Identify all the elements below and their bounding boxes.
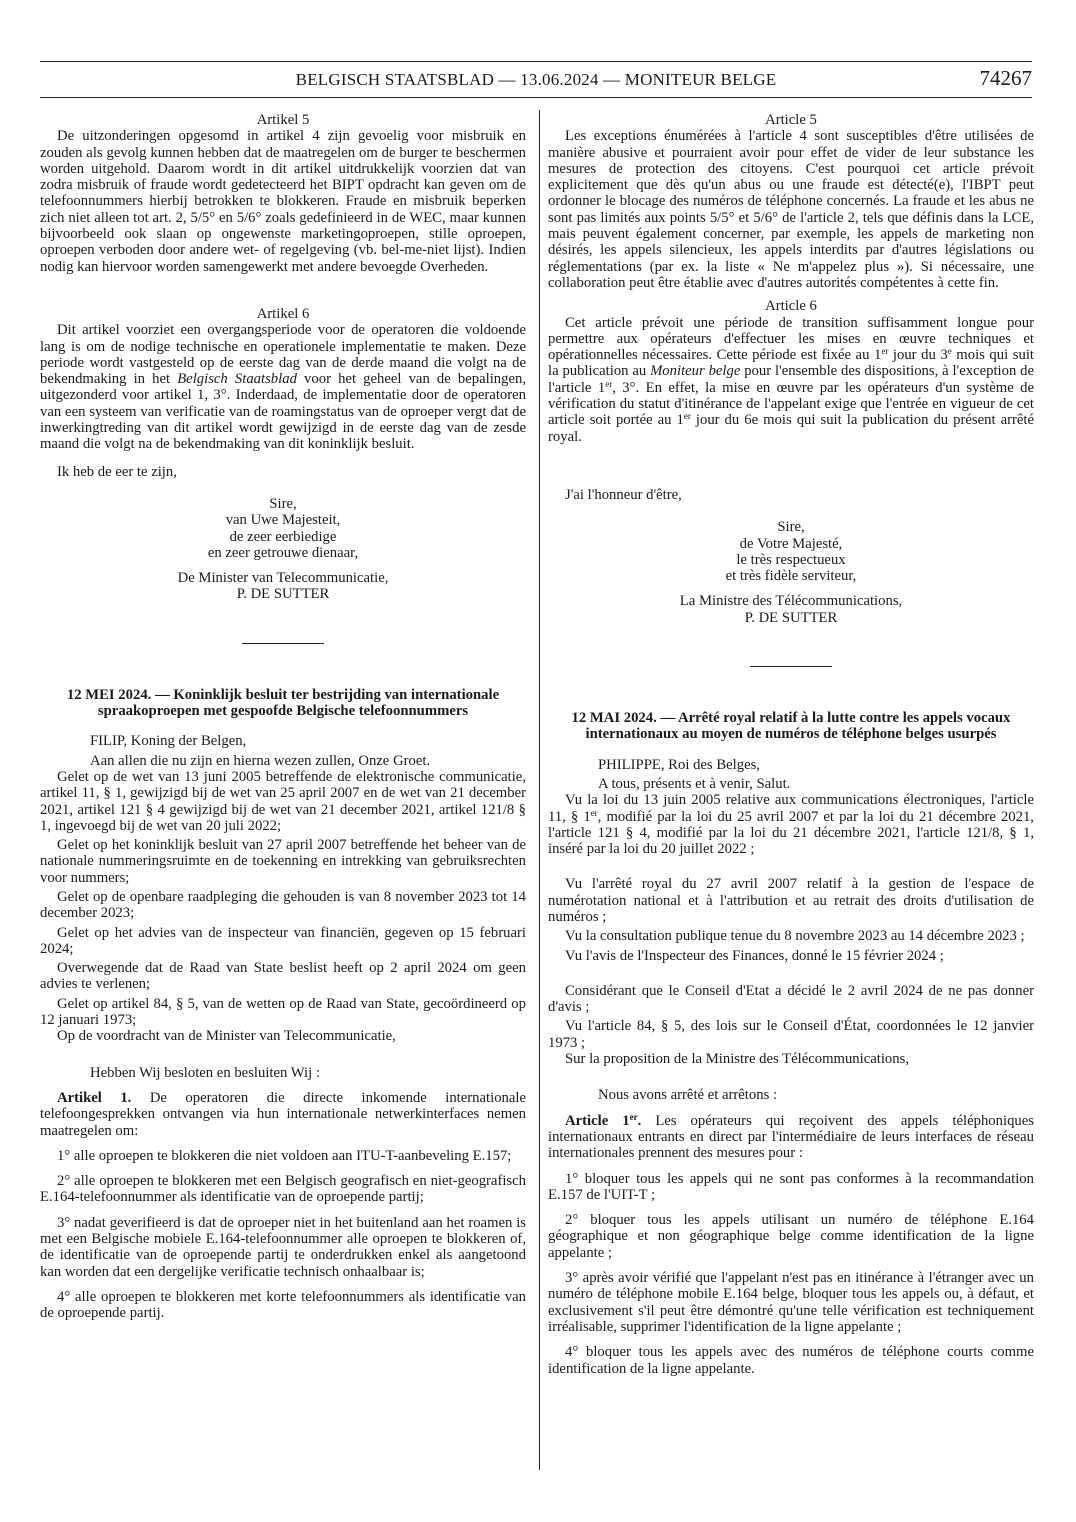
fr-preamble-7: Sur la proposition de la Ministre des Télécommunications, xyxy=(565,1051,910,1068)
page-number: 74267 xyxy=(979,66,1032,90)
fr-art6-heading: Article 6 xyxy=(765,298,817,315)
fr-signature-line: de Votre Majesté, xyxy=(739,535,843,552)
nl-item-2: 2° alle oproepen te blokkeren met een Belgisch geografisch en niet-geografisch E.164-telefoonnummer als identificatie van de oproepende partij; xyxy=(40,1173,526,1206)
nl-signature-line: de zeer eerbiedige xyxy=(229,528,337,545)
column-french xyxy=(548,112,1034,1377)
fr-greeting: A tous, présents et à venir, Salut. xyxy=(598,775,791,792)
fr-art5-body: Les exceptions énumérées à l'article 4 sont susceptibles d'être utilisées de manière abusive et pourraient avoir pour effet de vider de leur substance les mesures de protection des citoyens. C'est pourquoi cet article prévoit explicitement que dès qu'un abus ou une fraude est détecté(e), l'IBPT peut ordonner le blocage des numéros de téléphone concernés. La fraude et les abus ne sont pas limités aux points 5/5° et 5/6° de l'article 2, tels que définis dans la LCE, mais peuvent également concerner, par exemple, les appels de marketing non désirés, les appels silencieux, les appels interdits par d'autres législations ou réglementations (par ex. la liste « Ne m'appelez plus »). Si nécessaire, une collaboration peut être établie avec d'autres autorités compétentes à cette fin. xyxy=(548,128,1034,291)
fr-item-3: 3° après avoir vérifié que l'appelant n'est pas en itinérance à l'étranger avec un numéro de téléphone mobile E.164 belge, bloquer tous les appels ou, à défaut, et exclusivement s'il peut être démontré qu'une telle vérification est techniquement irréalisable, supprimer l'identification de la ligne appelante ; xyxy=(548,1270,1034,1335)
fr-decree-title: 12 MAI 2024. — Arrêté royal relatif à la lutte contre les appels vocaux internationaux au moyen de numéros de téléphone belges usurpés xyxy=(571,710,1011,743)
fr-article-1: Article 1er. Les opérateurs qui reçoivent des appels téléphoniques internationaux entrants en direct par l'intermédiaire de leurs interfaces de réseau internationales prennent des mesures pour : xyxy=(548,1111,1035,1162)
fr-decided: Nous avons arrêté et arrêtons : xyxy=(598,1087,778,1104)
fr-preamble-3: Vu la consultation publique tenue du 8 novembre 2023 au 14 décembre 2023 ; xyxy=(565,928,1025,945)
fr-preamble-1: Vu la loi du 13 juin 2005 relative aux communications électroniques, l'article 11, § 1er, modifié par la loi du 25 avril 2007 et par la loi du 21 décembre 2021, l'article 121 § 4, modifié par la loi du 21 décembre 2021, l'article 121/8, § 1, inséré par la loi du 20 juillet 2022 ; xyxy=(548,792,1034,858)
fr-item-1: 1° bloquer tous les appels qui ne sont pas conformes à la recommandation E.157 de l'UIT-T ; xyxy=(548,1170,1034,1203)
fr-art6-body: Cet article prévoit une période de transition suffisamment longue pour permettre aux opérateurs d'effectuer les mises en œuvre techniques et opérationnelles nécessaires. Cette période est fixée au 1er jour du 3e mois qui suit la publication au Moniteur belge pour l'ensemble des dispositions, à l'exception de l'article 1er, 3°. En effet, la mise en œuvre par les opérateurs d'un système de vérification du statut d'itinérance de l'appelant exige que l'entrée en vigueur de cet article soit portée au 1er jour du 6e mois qui suit la publication du présent arrêté royal. xyxy=(548,314,1035,445)
nl-signature-line: Sire, xyxy=(269,495,297,512)
header-top-rule xyxy=(40,61,1032,62)
fr-preamble-2: Vu l'arrêté royal du 27 avril 2007 relatif à la gestion de l'espace de numérotation national et à l'attribution et au retrait des droits d'utilisation de numéros ; xyxy=(548,876,1034,925)
fr-item-4: 4° bloquer tous les appels avec des numéros de téléphone courts comme identification de la ligne appelante. xyxy=(548,1344,1034,1377)
nl-closing: Ik heb de eer te zijn, xyxy=(57,463,177,480)
fr-minister-name: P. DE SUTTER xyxy=(744,609,838,626)
nl-decided: Hebben Wij besloten en besluiten Wij : xyxy=(90,1064,320,1081)
fr-signature-line: et très fidèle serviteur, xyxy=(725,568,857,585)
nl-item-1: 1° alle oproepen te blokkeren die niet voldoen aan ITU-T-aanbeveling E.157; xyxy=(57,1147,512,1164)
page-header xyxy=(40,66,1032,96)
fr-closing: J'ai l'honneur d'être, xyxy=(565,486,682,503)
fr-preamble-4: Vu l'avis de l'Inspecteur des Finances, donné le 15 février 2024 ; xyxy=(565,947,944,964)
nl-minister-name: P. DE SUTTER xyxy=(236,586,330,603)
fr-preamble-6: Vu l'article 84, § 5, des lois sur le Conseil d'État, coordonnées le 12 janvier 1973 ; xyxy=(548,1018,1034,1051)
nl-preamble-3: Gelet op de openbare raadpleging die gehouden is van 8 november 2023 tot 14 december 2023; xyxy=(40,888,526,922)
nl-preamble-7: Op de voordracht van de Minister van Telecommunicatie, xyxy=(57,1028,396,1045)
fr-signature-line: le très respectueux xyxy=(736,551,846,568)
nl-item-3: 3° nadat geverifieerd is dat de oproeper niet in het buitenland aan het roamen is met een Belgische mobiele E.164-telefoonnummer alle oproepen te blokkeren of, de identificatie van de oproepende partij te onderdrukken enkel als aangetoond kan worden dat een dergelijke verificatie technisch onhaalbaar is; xyxy=(40,1214,526,1280)
fr-minister-title: La Ministre des Télécommunications, xyxy=(679,593,903,610)
nl-art5-body: De uitzonderingen opgesomd in artikel 4 zijn gevoelig voor misbruik en zouden als gevolg kunnen hebben dat de maatregelen om de burger te beschermen worden uitgehold. Daarom wordt in dit artikel uitdrukkelijk voorzien dat van zodra misbruik of fraude wordt gedetecteerd het BIPT opdracht kan geven om de telefoonnummers hierbij betrokken te blokkeren. Fraude en misbruik beperken zich niet alleen tot art. 2, 5/5° en 5/6° zoals gedefinieerd in de WEC, maar kunnen bijvoorbeeld ook slaan op ongewenste marketingoproepen, stille oproepen, oproepen verboden door andere wet- of regelgeving (vb. bel-me-niet lijst). Indien nodig kan hiervoor worden samengewerkt met andere bevoegde Overheden. xyxy=(40,128,526,275)
nl-greeting: Aan allen die nu zijn en hierna wezen zullen, Onze Groet. xyxy=(90,752,431,769)
nl-item-4: 4° alle oproepen te blokkeren met korte telefoonnummers als identificatie van de oproepende partij. xyxy=(40,1288,526,1322)
nl-preamble-1: Gelet op de wet van 13 juni 2005 betreffende de elektronische communicatie, artikel 11, § 1, gewijzigd bij de wet van 25 april 2007 en de wet van 21 december 2021, artikel 121 § 4 gewijzigd bij de wet van 21 december 2021, artikel 121/8 § 1, ingevoegd bij de wet van 20 juli 2022; xyxy=(40,768,526,834)
nl-minister-title: De Minister van Telecommunicatie, xyxy=(177,570,389,587)
fr-item-2: 2° bloquer tous les appels utilisant un numéro de téléphone E.164 géographique et non géographique belge comme identification de la ligne appelante ; xyxy=(548,1212,1034,1261)
nl-signature-line: van Uwe Majesteit, xyxy=(225,512,341,529)
header-bottom-rule xyxy=(40,97,1032,98)
nl-preamble-2: Gelet op het koninklijk besluit van 27 april 2007 betreffende het beheer van de nationale nummeringsruimte en de toekenning en intrekking van gebruiksrechten voor nummers; xyxy=(40,837,526,886)
nl-preamble-5: Overwegende dat de Raad van State beslist heeft op 2 april 2024 om geen advies te verlenen; xyxy=(40,960,526,993)
fr-art5-heading: Article 5 xyxy=(765,112,817,128)
nl-decree-title: 12 MEI 2024. — Koninklijk besluit ter bestrijding van internationale spraakoproepen met gespoofde Belgische telefoonnummers xyxy=(66,686,500,720)
fr-preamble-5: Considérant que le Conseil d'Etat a décidé le 2 avril 2024 de ne pas donner d'avis ; xyxy=(548,982,1034,1016)
fr-king: PHILIPPE, Roi des Belges, xyxy=(598,756,760,773)
nl-art5-heading: Artikel 5 xyxy=(256,112,310,128)
column-divider xyxy=(539,110,540,1470)
nl-preamble-4: Gelet op het advies van de inspecteur van financiën, gegeven op 15 februari 2024; xyxy=(40,924,526,957)
fr-signature-line: Sire, xyxy=(777,519,805,536)
nl-article-1: Artikel 1. De operatoren die directe inkomende internationale telefoongesprekken ontvangen via hun internationale netwerkinterfaces nemen maatregelen om: xyxy=(40,1089,526,1139)
column-dutch xyxy=(40,112,526,1322)
nl-preamble-6: Gelet op artikel 84, § 5, van de wetten op de Raad van State, gecoördineerd op 12 januari 1973; xyxy=(40,995,526,1029)
nl-art6-body: Dit artikel voorziet een overgangsperiode voor de operatoren die voldoende lang is om de nodige technische en operationele implementatie te maken. Deze periode wordt vastgesteld op de eerste dag van de derde maand die volgt na de bekendmaking in het Belgisch Staatsblad voor het geheel van de bepalingen, uitgezonderd voor artikel 1, 3°. Inderdaad, de implementatie door de operatoren van een systeem van verificatie van de roamingstatus van de oproeper vergt dat de inwerkingtreding van dit artikel wordt gewijzigd in de eerste dag van de zesde maand die volgt na de bekendmaking van dit koninklijk besluit. xyxy=(40,322,526,453)
journal-title: BELGISCH STAATSBLAD — 13.06.2024 — MONITEUR BELGE xyxy=(295,70,777,89)
nl-signature-line: en zeer getrouwe dienaar, xyxy=(207,544,359,561)
nl-art6-heading: Artikel 6 xyxy=(256,305,310,322)
nl-king: FILIP, Koning der Belgen, xyxy=(90,733,247,750)
